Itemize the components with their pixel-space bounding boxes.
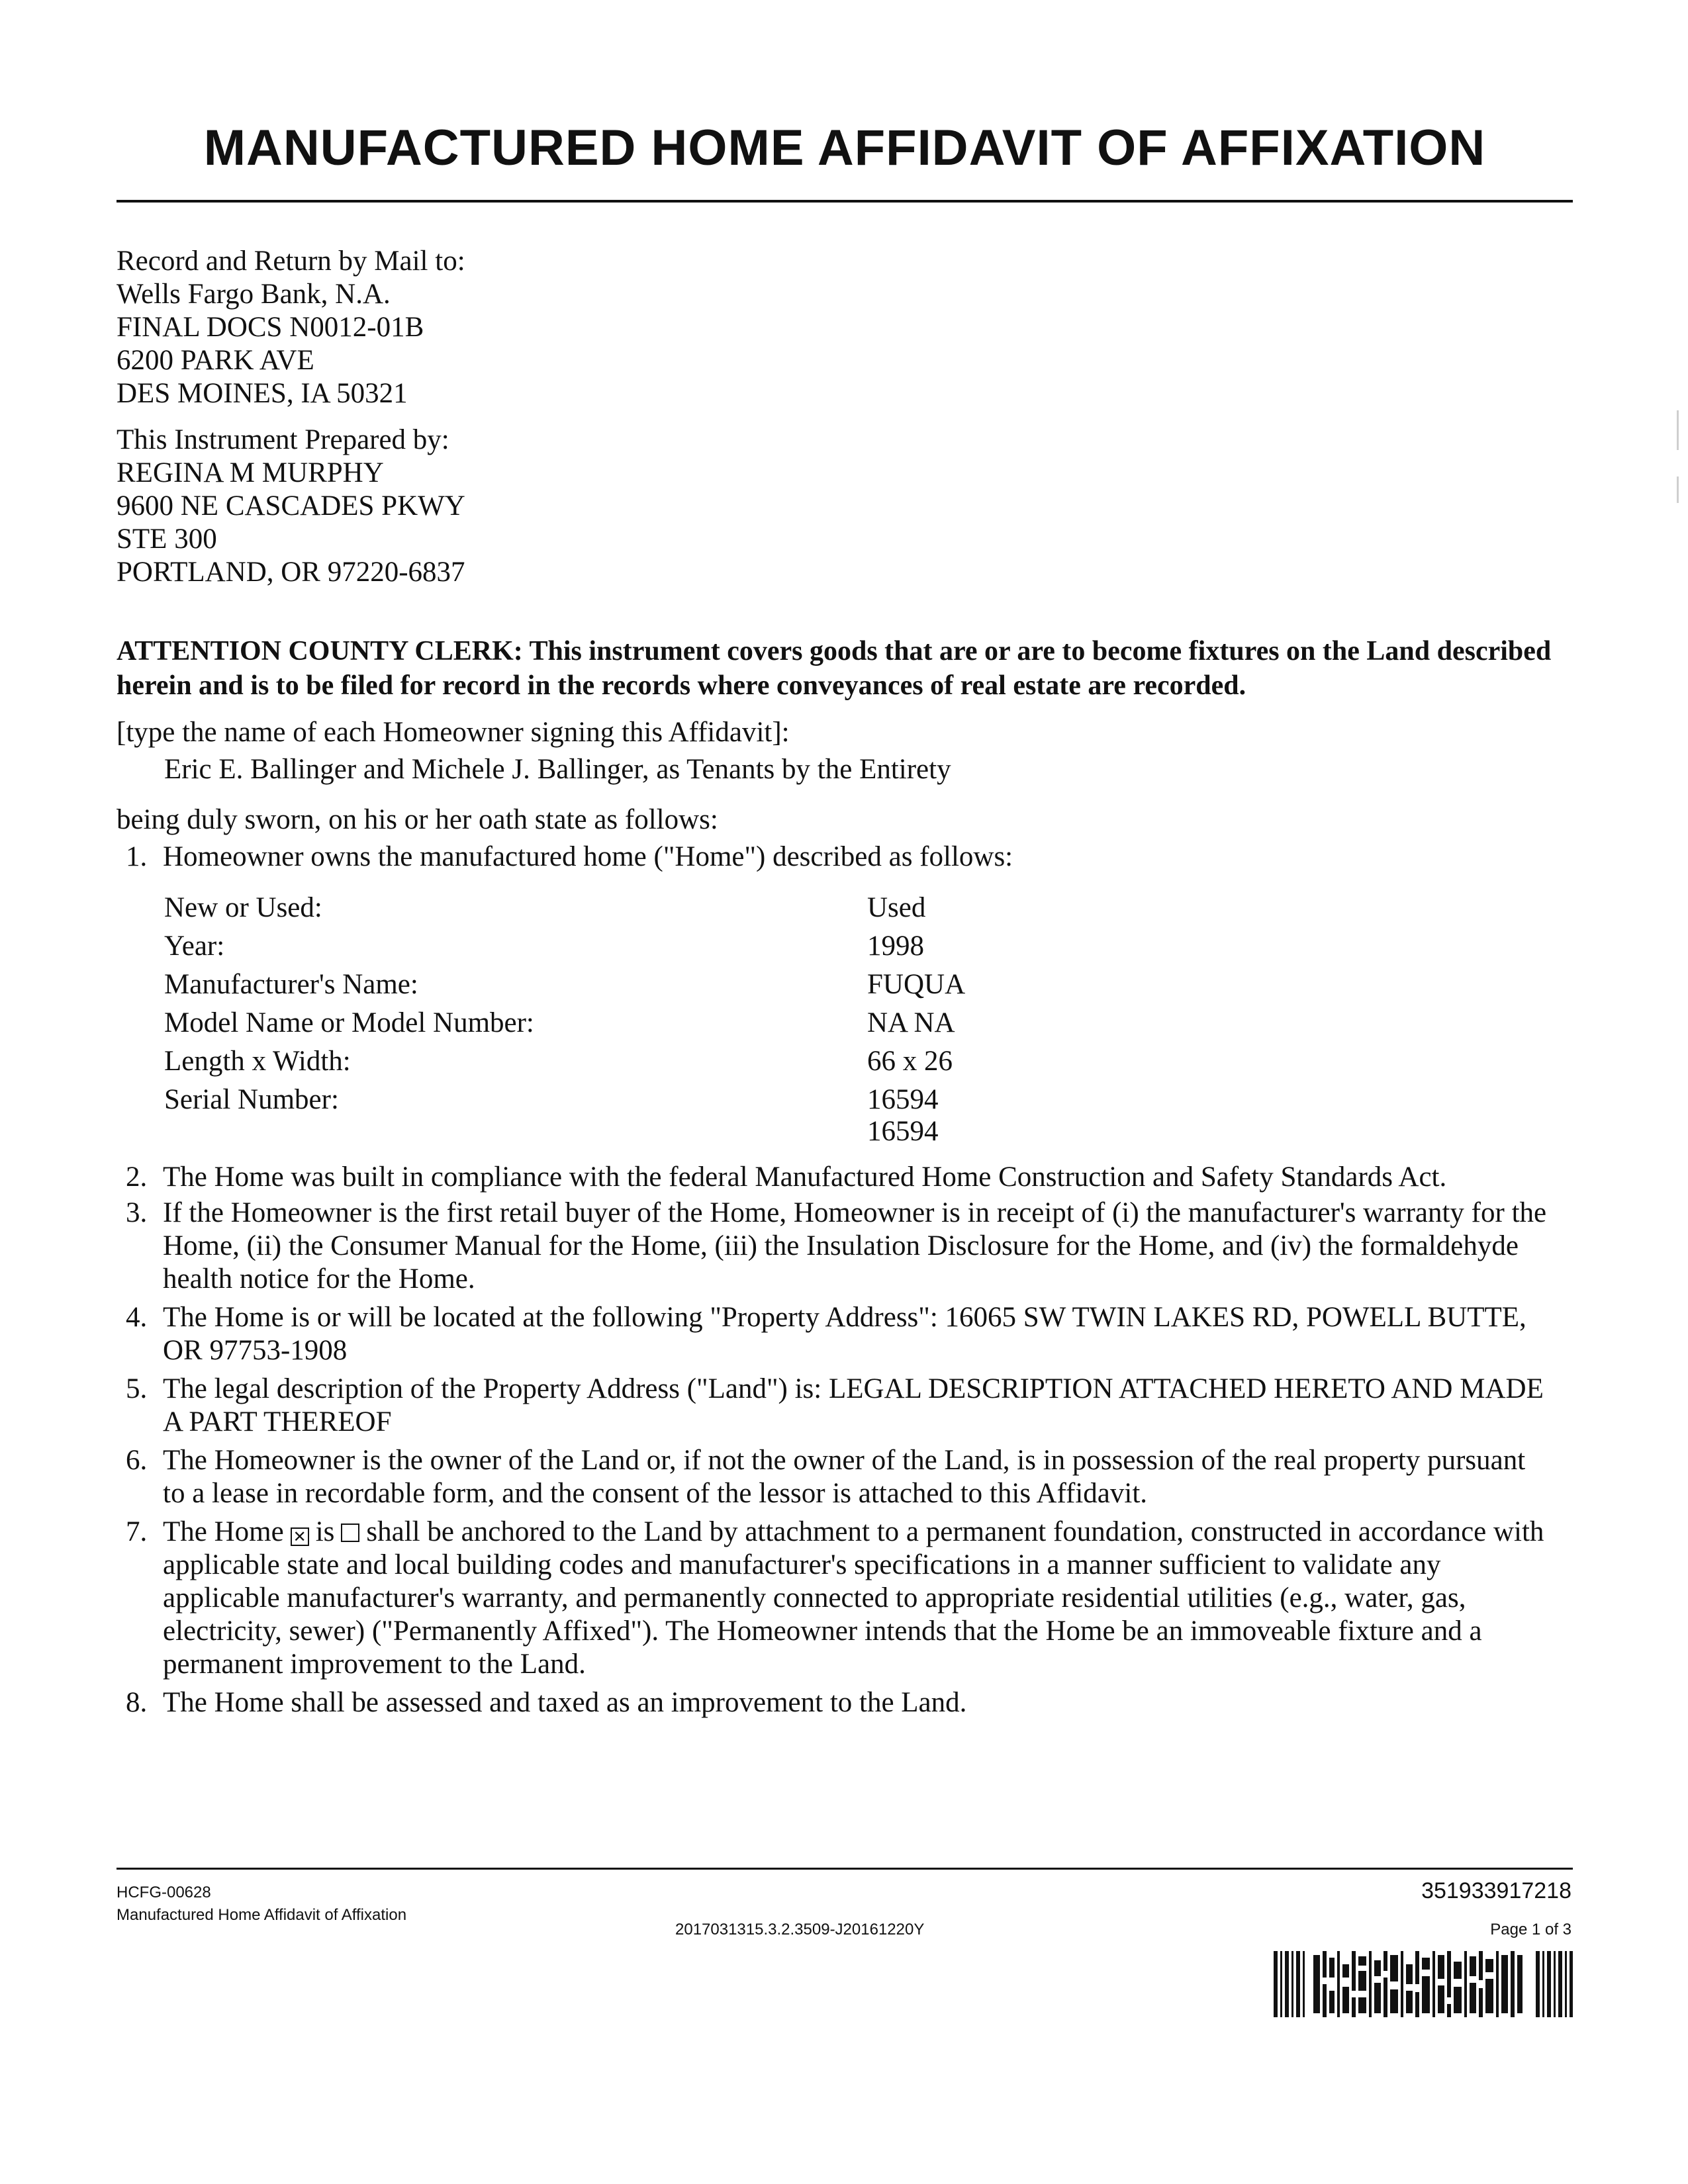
title-divider [117,200,1573,203]
form-code: HCFG-00628 [117,1884,211,1901]
affidavit-item-4 [126,1301,1549,1367]
spec-value: Used [867,892,926,923]
spec-value: 16594 [867,1084,939,1115]
item-text: The legal description of the Property Address ("Land") is: LEGAL DESCRIPTION ATTACHED HERETO AND MADE A PART THEREOF [163,1373,1544,1437]
affidavit-item-6 [126,1444,1549,1510]
item-number: 6. [126,1445,148,1476]
return-address-line: 6200 PARK AVE [117,345,314,376]
item-text: The Home is or will be located at the following "Property Address": 16065 SW TWIN LAKES RD, POWELL BUTTE, OR 97753-1908 [163,1302,1526,1366]
item-number: 3. [126,1197,148,1228]
sworn-statement: being duly sworn, on his or her oath state as follows: [117,804,718,835]
spec-label: Model Name or Model Number: [164,1007,534,1038]
item-number: 2. [126,1161,148,1193]
spec-value: 66 x 26 [867,1046,953,1077]
item-text: The Homeowner is the owner of the Land or, if not the owner of the Land, is in possession of the real property pursuant to a lease in recordable form, and the consent of the lessor is attached to this Affidavit. [163,1445,1526,1509]
spec-label: Length x Width: [164,1046,351,1077]
return-address-line: Record and Return by Mail to: [117,246,465,277]
preparer-line: 9600 NE CASCADES PKWY [117,490,465,522]
item-text: The Home shall be assessed and taxed as an improvement to the Land. [163,1687,967,1718]
spec-value: 16594 [867,1116,939,1147]
spec-label: Year: [164,931,225,962]
shall-be-checkbox[interactable] [341,1524,359,1542]
homeowner-names: Eric E. Ballinger and Michele J. Ballinger, as Tenants by the Entirety [164,754,951,785]
preparer-block [117,424,465,589]
spec-value: 1998 [867,931,924,962]
spec-label: Serial Number: [164,1084,339,1115]
affidavit-item-2 [126,1161,1549,1194]
return-address-line: Wells Fargo Bank, N.A. [117,279,391,310]
item-text: If the Homeowner is the first retail buyer of the Home, Homeowner is in receipt of (i) the manufacturer's warranty for the Home, (ii) the Consumer Manual for the Home, (iii) the Insulation Disclosure for the Home, and (iv) the formaldehyde health notice for the Home. [163,1197,1547,1295]
affidavit-item-5 [126,1373,1549,1439]
preparer-line: STE 300 [117,523,217,555]
item-number: 4. [126,1302,148,1333]
is-label: is [315,1516,335,1547]
return-address-line: FINAL DOCS N0012-01B [117,312,424,343]
item-text: Homeowner owns the manufactured home ("Home") described as follows: [163,841,1013,872]
scan-edge-mark [1677,410,1679,450]
return-address-line: DES MOINES, IA 50321 [117,378,408,409]
preparer-line: This Instrument Prepared by: [117,424,449,455]
footer-divider [117,1868,1573,1870]
item-number: 1. [126,841,148,872]
item-text: The Home was built in compliance with the federal Manufactured Home Construction and Safety Standards Act. [163,1161,1447,1193]
preparer-line: REGINA M MURPHY [117,457,384,488]
spec-value: FUQUA [867,969,966,1000]
item-number: 5. [126,1373,148,1404]
document-title: MANUFACTURED HOME AFFIDAVIT OF AFFIXATION [203,120,1486,176]
is-checkbox[interactable]: ✕ [291,1527,309,1546]
document-id: 2017031315.3.2.3509-J20161220Y [675,1921,925,1938]
scan-edge-mark [1677,477,1679,503]
item-number: 8. [126,1687,148,1718]
homeowner-instruction: [type the name of each Homeowner signing this Affidavit]: [117,717,790,748]
barcode-image [1274,1951,1573,2017]
item-text: shall be anchored to the Land by attachment to a permanent foundation, constructed in accordance with applicable state and local building codes and manufacturer's specifications in a manner sufficient to validate any applicable manufacturer's warranty, and permanently connected to appropriate residential utilities (e.g., water, gas, electricity, sewer) ("Permanently Affixed"). The Homeowner intends that the Home be an immoveable fixture and a permanent improvement to the Land. [163,1516,1544,1680]
affidavit-item-7 [126,1516,1549,1681]
return-address-block [117,245,465,410]
preparer-line: PORTLAND, OR 97220-6837 [117,557,465,588]
page-number: Page 1 of 3 [1490,1921,1571,1938]
affidavit-item-8 [126,1686,1549,1719]
loan-number: 351933917218 [1421,1878,1571,1903]
item-prefix: The Home [163,1516,284,1547]
affidavit-item-1 [126,841,1549,874]
item-number: 7. [126,1516,148,1547]
spec-label: Manufacturer's Name: [164,969,418,1000]
spec-value: NA NA [867,1007,955,1038]
form-name: Manufactured Home Affidavit of Affixation [117,1906,407,1924]
affidavit-item-3 [126,1197,1549,1296]
attention-county-clerk: ATTENTION COUNTY CLERK: This instrument covers goods that are or are to become fixtures on the Land described herein and is to be filed for record in the records where conveyances of real estate are recorded. [117,636,1552,701]
spec-label: New or Used: [164,892,322,923]
